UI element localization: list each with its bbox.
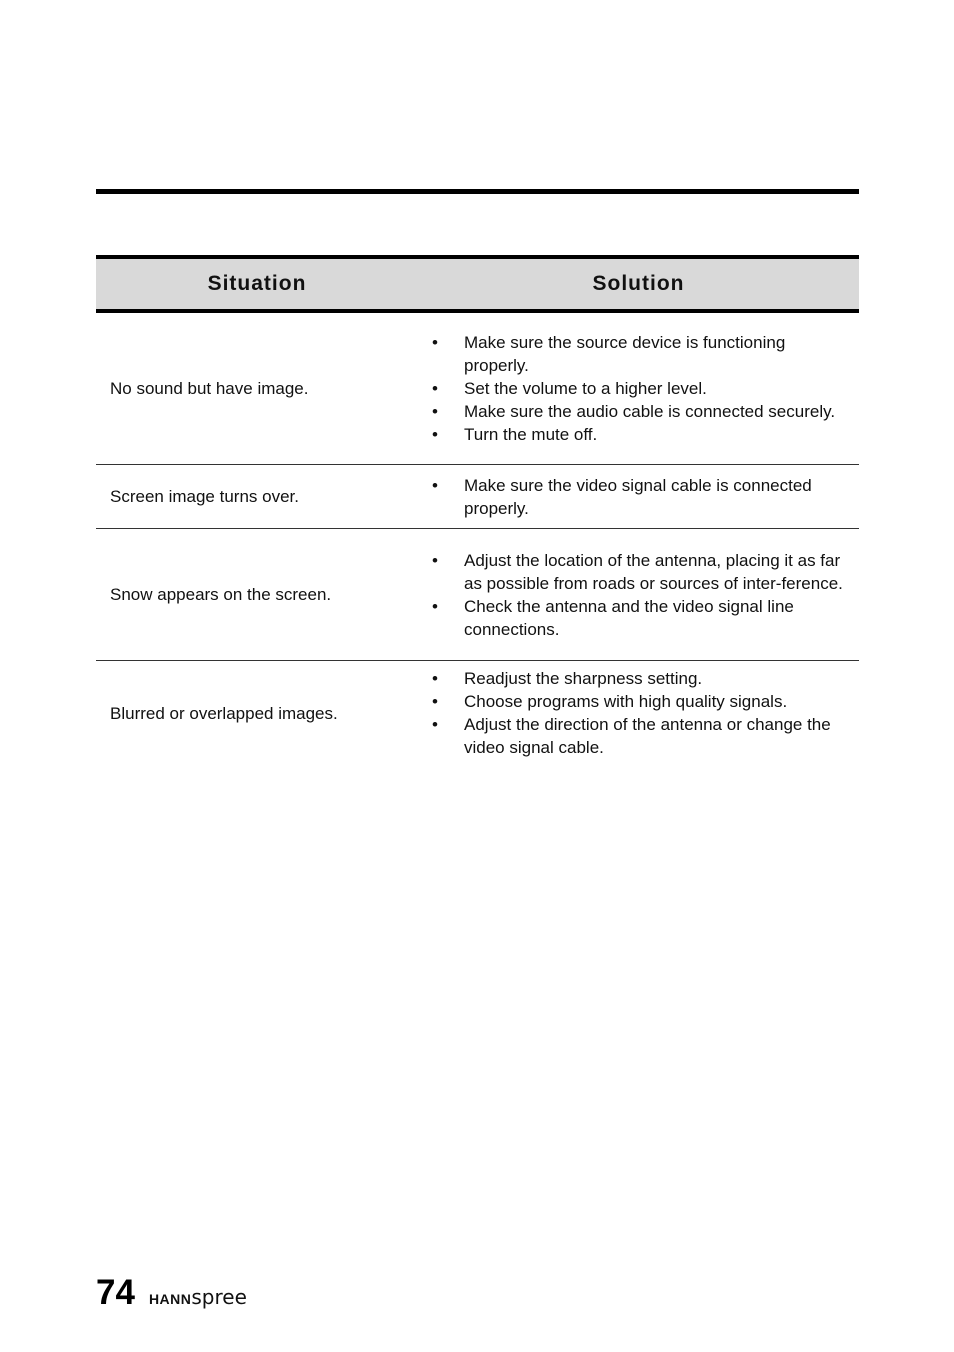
brand-name-bold: HANN: [148, 1291, 192, 1307]
solution-item: • Adjust the direction of the antenna or change the video signal cable.: [418, 713, 859, 759]
situation-header: Situation: [207, 272, 307, 295]
solution-cell: [418, 331, 859, 446]
table-row: [96, 465, 859, 529]
brand-name-light: spree: [191, 1285, 247, 1309]
solution-item: • Turn the mute off.: [418, 423, 859, 446]
solution-list: [418, 331, 859, 446]
situation-cell: Screen image turns over.: [110, 487, 299, 506]
situation-cell: Blurred or overlapped images.: [110, 703, 338, 723]
solution-item: • Check the antenna and the video signal line connections.: [418, 595, 859, 641]
table-header: [96, 255, 859, 313]
solution-cell: [418, 474, 859, 520]
solution-list: [418, 474, 859, 520]
solution-item: • Readjust the sharpness setting.: [418, 667, 859, 690]
solution-list: [418, 549, 859, 641]
solution-item: • Adjust the location of the antenna, placing it as far as possible from roads or sources of inter-ference.: [418, 549, 859, 595]
page-footer: [96, 1273, 247, 1313]
solution-cell: [418, 549, 859, 641]
top-rule: [96, 189, 859, 194]
solution-item: • Make sure the audio cable is connected securely.: [418, 400, 859, 423]
troubleshooting-table: [96, 255, 859, 765]
situation-cell: No sound but have image.: [110, 379, 309, 398]
table-row: [96, 529, 859, 661]
solution-item: • Set the volume to a higher level.: [418, 377, 859, 400]
solution-item: • Choose programs with high quality signals.: [418, 690, 859, 713]
solution-cell: [418, 667, 859, 759]
solution-header: Solution: [592, 272, 685, 295]
table-row: [96, 313, 859, 465]
page-number: 74: [96, 1273, 135, 1312]
solution-list: [418, 667, 859, 759]
situation-cell: Snow appears on the screen.: [110, 585, 332, 604]
brand-logo: [149, 1285, 247, 1310]
table-row: [96, 661, 859, 765]
solution-item: • Make sure the source device is functioning properly.: [418, 331, 859, 377]
solution-item: • Make sure the video signal cable is connected properly.: [418, 474, 859, 520]
